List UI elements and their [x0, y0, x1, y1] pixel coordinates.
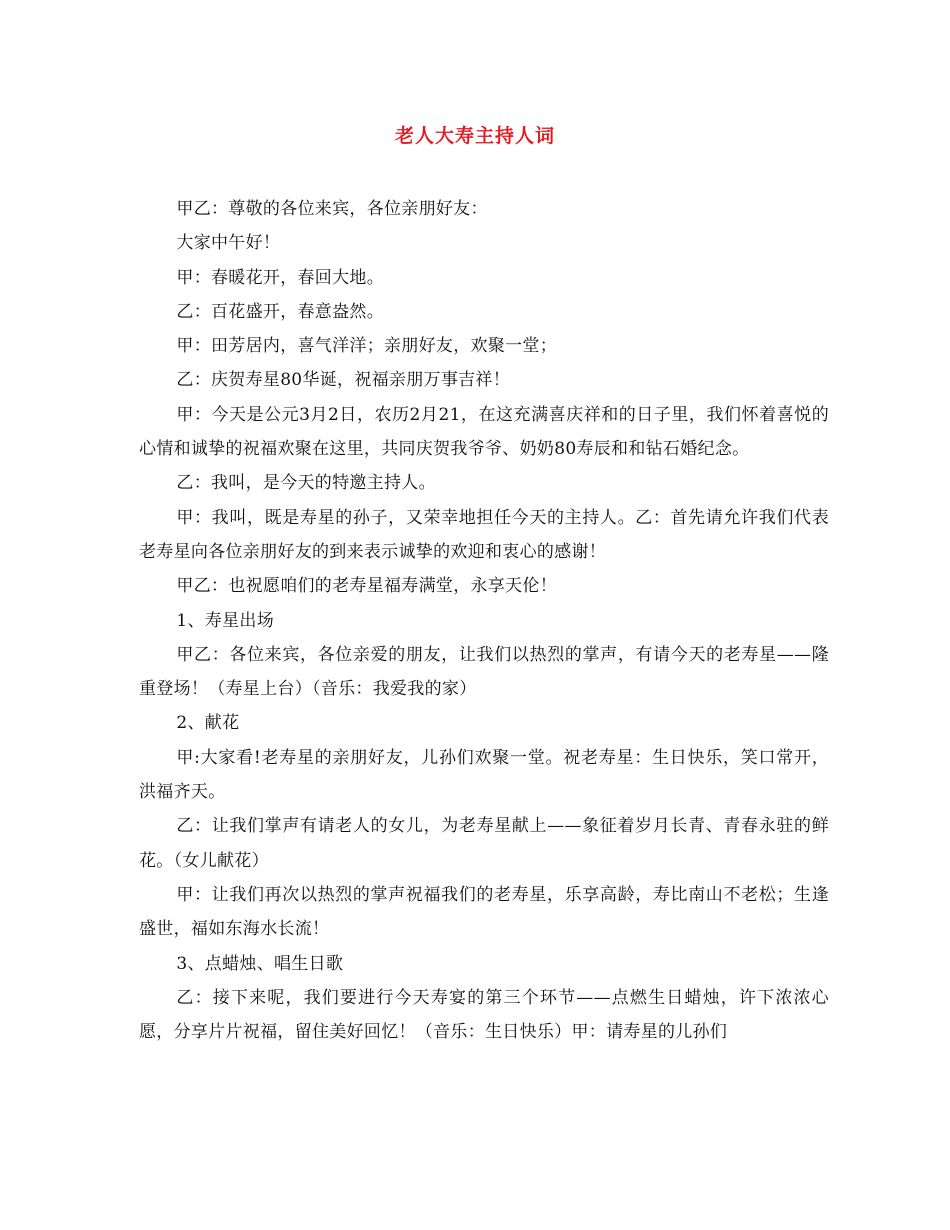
paragraph: 甲乙：各位来宾，各位亲爱的朋友，让我们以热烈的掌声，有请今天的老寿星——隆重登场！（寿星上台）（音乐：我爱我的家）	[139, 644, 829, 700]
paragraph: 甲：田芳居内，喜气洋洋；亲朋好友，欢聚一堂；	[176, 336, 557, 357]
paragraph: 乙：百花盛开，春意盎然。	[176, 301, 384, 322]
paragraph: 甲:大家看!老寿星的亲朋好友，儿孙们欢聚一堂。祝老寿星：生日快乐，笑口常开，洪福齐天。	[139, 747, 829, 803]
paragraph: 甲：春暖花开，春回大地。	[176, 267, 384, 288]
section-heading: 2、献花	[176, 713, 240, 734]
paragraph: 甲：让我们再次以热烈的掌声祝福我们的老寿星，乐享高龄，寿比南山不老松；生逢盛世，福如东海水长流！	[139, 884, 829, 940]
paragraph: 乙：我叫，是今天的特邀主持人。	[176, 473, 436, 494]
section-heading: 3、点蜡烛、唱生日歌	[176, 953, 344, 974]
document-title: 老人大寿主持人词	[394, 125, 555, 147]
paragraph: 乙：让我们掌声有请老人的女儿，为老寿星献上——象征着岁月长青、青春永驻的鲜花。（女儿献花）	[139, 816, 829, 871]
paragraph: 甲：今天是公元3月2日，农历2月21，在这充满喜庆祥和的日子里，我们怀着喜悦的心情和诚挚的祝福欢聚在这里，共同庆贺我爷爷、奶奶80寿辰和和钻石婚纪念。	[139, 404, 829, 460]
paragraph: 乙：接下来呢，我们要进行今天寿宴的第三个环节——点燃生日蜡烛，许下浓浓心愿，分享片片祝福，留住美好回忆！（音乐：生日快乐）甲：请寿星的儿孙们	[139, 987, 829, 1043]
paragraph: 甲乙：也祝愿咱们的老寿星福寿满堂，永享天伦！	[176, 576, 557, 597]
paragraph: 甲乙：尊敬的各位来宾，各位亲朋好友：	[176, 199, 488, 219]
document-body	[139, 192, 829, 1049]
section-heading: 1、寿星出场	[176, 610, 275, 631]
paragraph: 乙：庆贺寿星80华诞，祝福亲朋万事吉祥！	[176, 370, 511, 391]
paragraph: 大家中午好！	[176, 233, 281, 254]
paragraph: 甲：我叫，既是寿星的孙子，又荣幸地担任今天的主持人。乙：首先请允许我们代表老寿星向各位亲朋好友的到来表示诚挚的欢迎和衷心的感谢！	[139, 507, 829, 562]
